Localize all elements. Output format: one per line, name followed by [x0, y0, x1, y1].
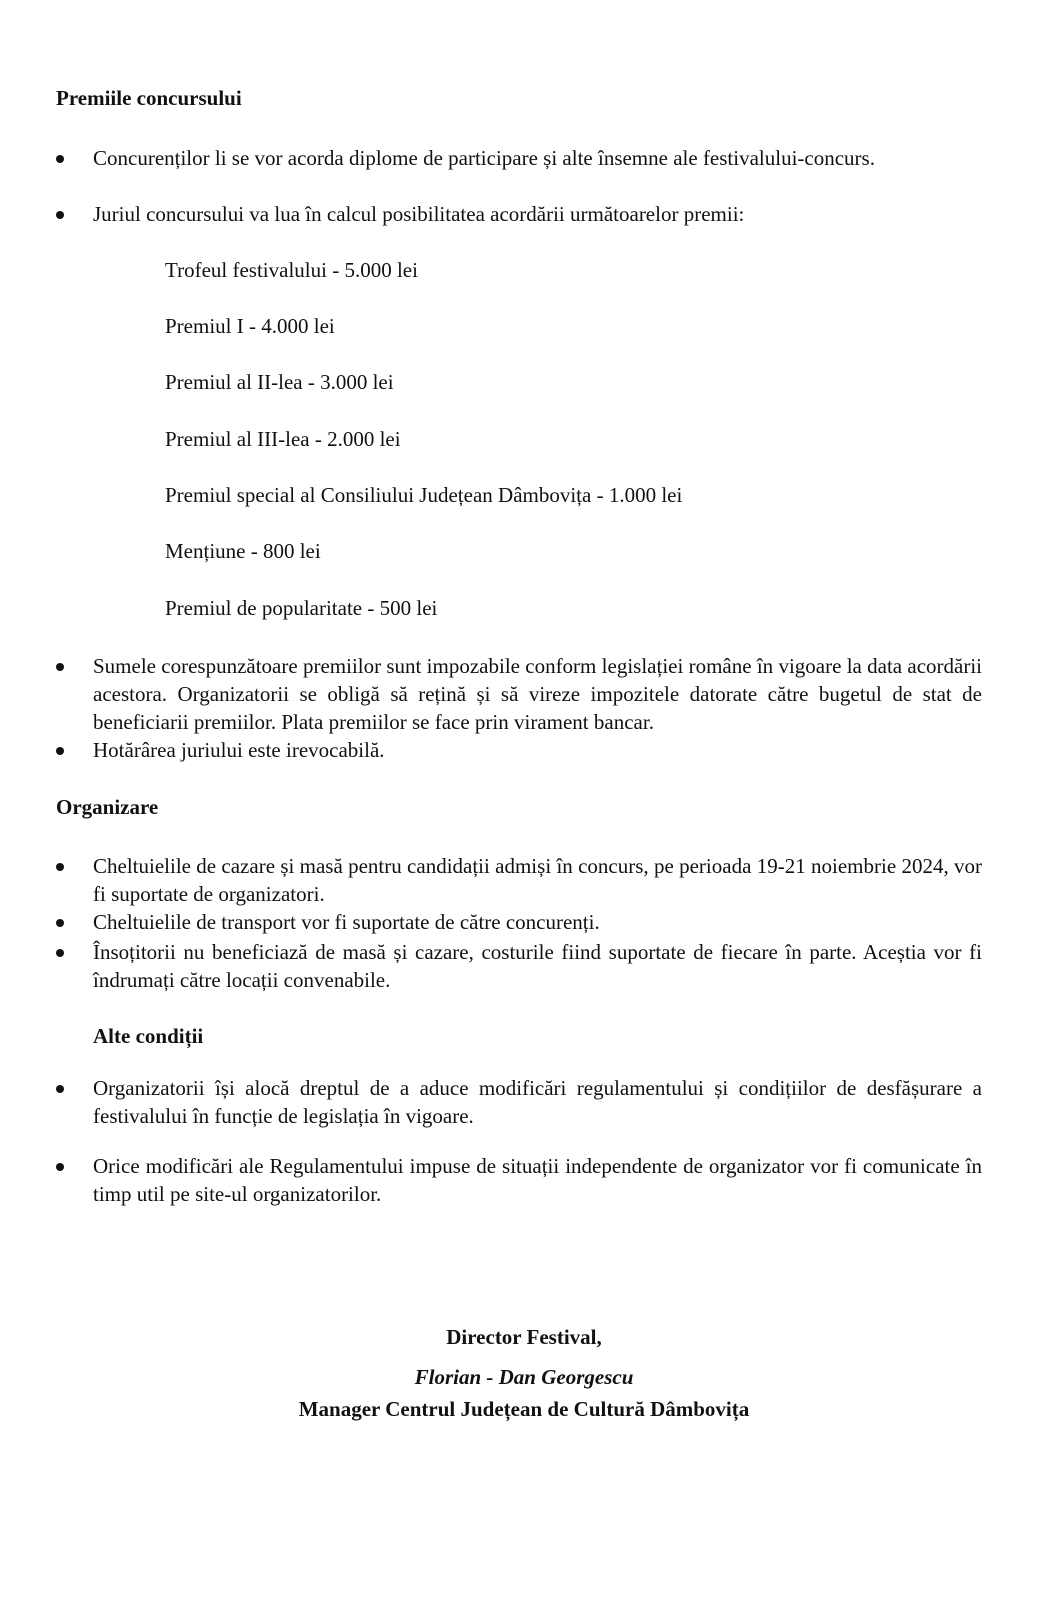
- list-item: [56, 736, 982, 764]
- list-item-text: Cheltuielile de transport vor fi suportate de către concurenți.: [93, 910, 600, 934]
- list-item-text: Hotărârea juriului este irevocabilă.: [93, 738, 385, 762]
- list-item: [56, 852, 982, 908]
- list-item-text: Juriul concursului va lua în calcul posibilitatea acordării următoarelor premii:: [93, 202, 745, 226]
- list-item-text: Concurenților li se vor acorda diplome de participare și alte însemne ale festivalului-concurs.: [93, 146, 875, 170]
- list-item-text: Organizatorii își alocă dreptul de a aduce modificări regulamentului și condițiilor de desfășurare a festivalului în funcție de legislația în vigoare.: [93, 1076, 982, 1128]
- bullet-icon: [56, 863, 64, 871]
- list-item-text: Orice modificări ale Regulamentului impuse de situații independente de organizator vor fi comunicate în timp util pe site-ul organizatorilor.: [93, 1154, 982, 1206]
- bullet-icon: [56, 949, 64, 957]
- bullet-icon: [56, 1085, 64, 1093]
- section-heading-organization: Organizare: [56, 795, 159, 819]
- list-item: [56, 144, 982, 172]
- prize-item: Premiul al III-lea - 2.000 lei: [165, 427, 401, 451]
- signature-title: Director Festival,: [446, 1325, 602, 1349]
- signature-role: Manager Centrul Județean de Cultură Dâmbovița: [298, 1397, 750, 1421]
- bullet-icon: [56, 663, 64, 671]
- bullet-icon: [56, 919, 64, 927]
- list-item: [56, 908, 982, 936]
- list-item-text: Cheltuielile de cazare și masă pentru candidații admiși în concurs, pe perioada 19-21 noiembrie 2024, vor fi suportate de organizatori.: [93, 854, 982, 906]
- list-item-text: Însoțitorii nu beneficiază de masă și cazare, costurile fiind suportate de fiecare în parte. Aceștia vor fi îndrumați către locații convenabile.: [93, 940, 982, 992]
- bullet-icon: [56, 747, 64, 755]
- prize-item: Premiul special al Consiliului Județean Dâmbovița - 1.000 lei: [165, 483, 683, 507]
- list-item-text: Sumele corespunzătoare premiilor sunt impozabile conform legislației române în vigoare la data acordării acestora. Organizatorii se obligă să rețină și să vireze impozitele datorate către bugetul de stat de beneficiarii premiilor. Plata premiilor se face prin virament bancar.: [93, 654, 982, 734]
- bullet-icon: [56, 155, 64, 163]
- list-item: [56, 652, 982, 736]
- list-item: [56, 1074, 982, 1130]
- bullet-icon: [56, 211, 64, 219]
- section-heading-prizes: Premiile concursului: [56, 86, 242, 110]
- prize-item: Mențiune - 800 lei: [165, 539, 321, 563]
- section-heading-other: Alte condiții: [93, 1024, 204, 1048]
- signature-name: Florian - Dan Georgescu: [414, 1365, 634, 1389]
- prize-item: Premiul I - 4.000 lei: [165, 314, 335, 338]
- prize-item: Premiul al II-lea - 3.000 lei: [165, 370, 394, 394]
- prize-item: Trofeul festivalului - 5.000 lei: [165, 258, 418, 282]
- list-item: [56, 200, 982, 228]
- bullet-icon: [56, 1163, 64, 1171]
- list-item: [56, 938, 982, 994]
- list-item: [56, 1152, 982, 1208]
- prize-item: Premiul de popularitate - 500 lei: [165, 596, 438, 620]
